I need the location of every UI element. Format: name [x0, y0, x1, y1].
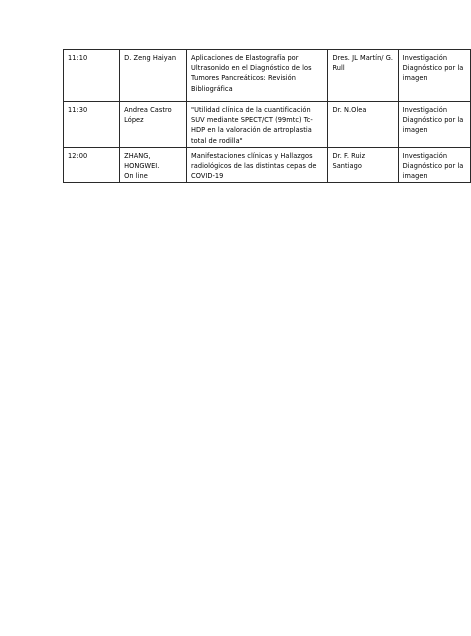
- moderator-cell: Dres. JL Martín/ G. Rull: [328, 50, 398, 102]
- table-row: [64, 147, 471, 183]
- time-cell: 11:10: [64, 50, 120, 102]
- title-cell: Manifestaciones clínicas y Hallazgos radiológicos de las distintas cepas de COVID-19: [187, 147, 328, 183]
- category-cell: Investigación Diagnóstico por la imagen: [398, 102, 470, 148]
- title-cell: "Utilidad clínica de la cuantificación SUV mediante SPECT/CT (99mtc) Tc-HDP en la valoración de artroplastia total de rodilla": [187, 102, 328, 148]
- speaker-cell: Andrea Castro López: [120, 102, 187, 148]
- speaker-cell: D. Zeng Haiyan: [120, 50, 187, 102]
- category-cell: Investigación Diagnóstico por la imagen: [398, 50, 470, 102]
- moderator-cell: Dr. N.Olea: [328, 102, 398, 148]
- table-row: [64, 102, 471, 148]
- title-cell: Aplicaciones de Elastografía por Ultrasonido en el Diagnóstico de los Tumores Pancreáticos: Revisión Bibliográfica: [187, 50, 328, 102]
- category-cell: Investigación Diagnóstico por la imagen: [398, 147, 470, 183]
- schedule-table: [63, 49, 471, 183]
- table-row: [64, 50, 471, 102]
- time-cell: 12:00: [64, 147, 120, 183]
- speaker-cell: ZHANG, HONGWEI. On line: [120, 147, 187, 183]
- moderator-cell: Dr. F. Ruiz Santiago: [328, 147, 398, 183]
- time-cell: 11:30: [64, 102, 120, 148]
